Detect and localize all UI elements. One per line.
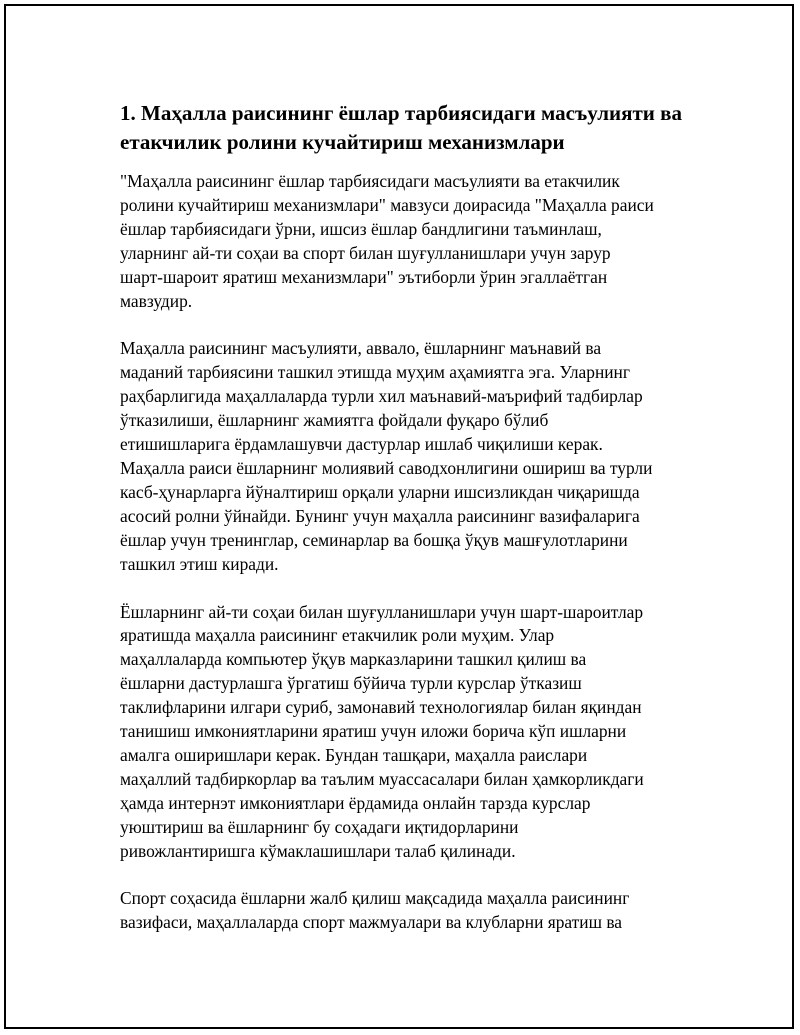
text-line: ўтказилиши, ёшларнинг жамиятга фойдали фуқаро бўлиб [120, 410, 549, 431]
text-line: ёшлар тарбиясидаги ўрни, ишсиз ёшлар бандлигини таъминлаш, [120, 218, 602, 239]
text-line: маҳаллий тадбиркорлар ва таълим муассасалари билан ҳамкорликдаги [120, 768, 644, 789]
text-line: таклифларини илгари суриб, замонавий технологиялар билан яқиндан [120, 697, 642, 718]
text-line: Спорт соҳасида ёшларни жалб қилиш мақсадида маҳалла раисининг [120, 888, 630, 909]
text-line: ёшларни дастурлашга ўргатиш бўйича турли курслар ўтказиш [120, 673, 582, 694]
text-line: уюштириш ва ёшларнинг бу соҳадаги иқтидорларини [120, 816, 519, 837]
paragraph-it-sector [120, 601, 700, 864]
text-line: ривожлантиришга кўмаклашишлари талаб қилинади. [120, 840, 516, 861]
text-line: яратишда маҳалла раисининг етакчилик роли муҳим. Улар [120, 625, 555, 646]
heading-line: 1. Маҳалла раисининг ёшлар тарбиясидаги масъулияти ва [120, 101, 682, 125]
text-line: танишиш имкониятларини яратиш учун иложи борича кўп ишларни [120, 721, 627, 742]
text-line: уларнинг ай-ти соҳаи ва спорт билан шуғулланишлари учун зарур [120, 242, 611, 263]
heading-line: етакчилик ролини кучайтириш механизмлари [120, 130, 565, 154]
text-line: маданий тарбиясини ташкил этишда муҳим аҳамиятга эга. Уларнинг [120, 362, 630, 383]
text-line: етишишларига ёрдамлашувчи дастурлар ишлаб чиқилиши керак. [120, 434, 603, 455]
text-line: маҳаллаларда компьютер ўқув марказларини ташкил қилиш ва [120, 649, 587, 670]
text-line: ташкил этиш киради. [120, 553, 279, 574]
text-line: мавзудир. [120, 290, 193, 311]
paragraph-responsibility [120, 337, 700, 576]
text-line: Ёшларнинг ай-ти соҳаи билан шуғулланишлари учун шарт-шароитлар [120, 601, 644, 622]
text-line: шарт-шароит яратиш механизмлари" эътиборли ўрин эгаллаётган [120, 266, 608, 287]
document-page [4, 4, 794, 1029]
section-heading [120, 99, 700, 157]
text-line: асосий ролни ўйнайди. Бунинг учун маҳалла раисининг вазифаларига [120, 505, 640, 526]
paragraph-intro [120, 170, 700, 313]
text-line: раҳбарлигида маҳаллаларда турли хил маънавий-маърифий тадбирлар [120, 386, 643, 407]
text-line: ҳамда интернэт имкониятлари ёрдамида онлайн тарзда курслар [120, 792, 591, 813]
document-body [120, 99, 700, 959]
text-line: ёшлар учун тренинглар, семинарлар ва бошқа ўқув машғулотларини [120, 529, 628, 550]
paragraph-sport [120, 887, 700, 935]
text-line: касб-ҳунарларга йўналтириш орқали уларни ишсизликдан чиқаришда [120, 481, 640, 502]
text-line: Маҳалла раиси ёшларнинг молиявий саводхонлигини ошириш ва турли [120, 457, 653, 478]
text-line: амалга оширишлари керак. Бундан ташқари, маҳалла раислари [120, 744, 588, 765]
text-line: ролини кучайтириш механизмлари" мавзуси доирасида "Маҳалла раиси [120, 194, 654, 215]
text-line: Маҳалла раисининг масъулияти, аввало, ёшларнинг маънавий ва [120, 338, 602, 359]
text-line: вазифаси, маҳаллаларда спорт мажмуалари ва клубларни яратиш ва [120, 912, 623, 933]
text-line: "Маҳалла раисининг ёшлар тарбиясидаги масъулияти ва етакчилик [120, 171, 620, 191]
